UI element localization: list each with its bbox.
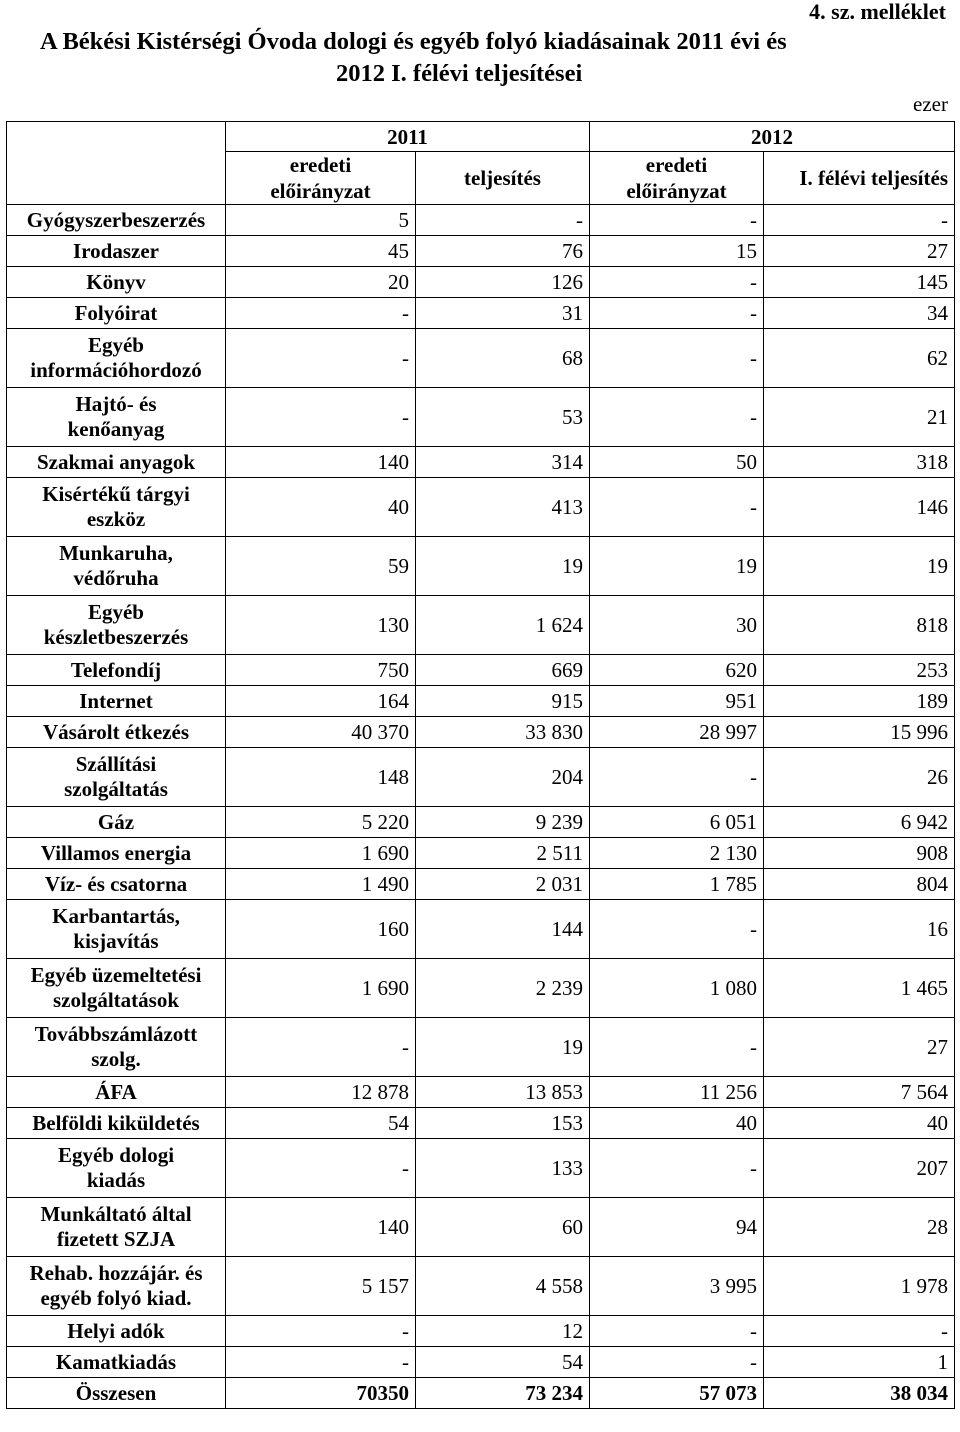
cell-value-v3: 1 080 [590,959,764,1018]
row-label-line: kisjavítás [73,929,159,953]
row-label-line: Továbbszámlázott [34,1022,198,1046]
cell-value-v1: 140 [226,447,416,478]
row-label: Belföldi kiküldetés [7,1108,226,1139]
row-label-line: Szállítási [75,752,157,776]
cell-value-v4: - [764,1316,955,1347]
header-eloiranyzat-label: előirányzat [626,179,727,203]
cell-value-v2: - [416,205,590,236]
cell-value-v3: 28 997 [590,717,764,748]
cell-value-v4: 1 465 [764,959,955,1018]
row-label-line: Karbantartás, [52,904,180,928]
row-label-line: Hajtó- és [75,392,157,416]
cell-value-v2: 1 624 [416,596,590,655]
cell-value-v3: 6 051 [590,807,764,838]
row-label: Villamos energia [7,838,226,869]
cell-value-v4: 253 [764,655,955,686]
table-row [7,447,955,478]
table-row [7,807,955,838]
table-row [7,205,955,236]
row-label-line: kenőanyag [67,417,165,441]
cell-value-v4: 1 978 [764,1257,955,1316]
cell-value-v3: - [590,388,764,447]
row-label: Vásárolt étkezés [7,717,226,748]
total-value-v2: 73 234 [416,1378,590,1409]
cell-value-v1: - [226,298,416,329]
cell-value-v1: 40 [226,478,416,537]
table-row [7,1108,955,1139]
table-row [7,959,955,1018]
row-label-line: eszköz [86,507,146,531]
cell-value-v1: - [226,329,416,388]
cell-value-v3: - [590,478,764,537]
title-line-2: 2012 I. félévi teljesítései [336,60,583,87]
title-line-1: A Békési Kistérségi Óvoda dologi és egyéb folyó kiadásainak 2011 évi és [40,28,787,55]
row-label-line: védőruha [73,566,159,590]
table-row [7,1018,955,1077]
header-half-year-performance-2012: I. félévi teljesítés [764,152,955,205]
row-label [7,537,226,596]
cell-value-v4: 1 [764,1347,955,1378]
cell-value-v1: - [226,1018,416,1077]
header-eredeti-label: eredeti [289,153,352,177]
row-label-line: Kisértékű tárgyi [42,482,190,506]
table-body [7,205,955,1409]
table-row [7,1198,955,1257]
cell-value-v4: 27 [764,236,955,267]
table-row [7,537,955,596]
row-label: Telefondíj [7,655,226,686]
cell-value-v4: 145 [764,267,955,298]
cell-value-v2: 54 [416,1347,590,1378]
cell-value-v4: 34 [764,298,955,329]
cell-value-v3: 3 995 [590,1257,764,1316]
cell-value-v2: 4 558 [416,1257,590,1316]
row-label [7,1139,226,1198]
table-row [7,1257,955,1316]
table-row [7,388,955,447]
cell-value-v4: 21 [764,388,955,447]
row-label-line: készletbeszerzés [43,625,189,649]
cell-value-v4: 189 [764,686,955,717]
table-row [7,1139,955,1198]
table-row [7,267,955,298]
cell-value-v2: 314 [416,447,590,478]
cell-value-v1: 130 [226,596,416,655]
cell-value-v1: 20 [226,267,416,298]
annex-label: 4. sz. melléklet [809,0,946,24]
row-label-line: fizetett SZJA [56,1227,176,1251]
cell-value-v4: 908 [764,838,955,869]
cell-value-v3: - [590,329,764,388]
row-label [7,748,226,807]
cell-value-v3: - [590,900,764,959]
cell-value-v1: 148 [226,748,416,807]
cell-value-v3: 1 785 [590,869,764,900]
row-label-line: kiadás [86,1168,146,1192]
table-row [7,686,955,717]
table-row [7,748,955,807]
cell-value-v2: 2 031 [416,869,590,900]
table-row [7,1316,955,1347]
table-row [7,596,955,655]
row-label-line: információhordozó [30,358,202,382]
cell-value-v3: - [590,1316,764,1347]
cell-value-v4: 15 996 [764,717,955,748]
cell-value-v1: 59 [226,537,416,596]
total-row [7,1378,955,1409]
row-label-line: Egyéb [87,333,144,357]
total-value-v3: 57 073 [590,1378,764,1409]
cell-value-v1: - [226,1316,416,1347]
cell-value-v2: 31 [416,298,590,329]
header-performance-2011: teljesítés [416,152,590,205]
header-year-2012: 2012 [590,122,955,152]
row-label [7,900,226,959]
cell-value-v2: 2 511 [416,838,590,869]
cell-value-v4: 16 [764,900,955,959]
cell-value-v3: - [590,1018,764,1077]
cell-value-v1: - [226,1139,416,1198]
row-label: ÁFA [7,1077,226,1108]
table-row [7,298,955,329]
row-label: Víz- és csatorna [7,869,226,900]
cell-value-v2: 9 239 [416,807,590,838]
table-row [7,1077,955,1108]
cell-value-v3: 50 [590,447,764,478]
row-label [7,329,226,388]
cell-value-v2: 144 [416,900,590,959]
table-row [7,900,955,959]
row-label-line: Egyéb üzemeltetési [30,963,202,987]
cell-value-v3: - [590,298,764,329]
cell-value-v4: - [764,205,955,236]
cell-value-v4: 28 [764,1198,955,1257]
cell-value-v1: 5 220 [226,807,416,838]
row-label-line: Egyéb [87,600,144,624]
row-label: Helyi adók [7,1316,226,1347]
row-label [7,596,226,655]
cell-value-v4: 7 564 [764,1077,955,1108]
cell-value-v3: 40 [590,1108,764,1139]
row-label: Folyóirat [7,298,226,329]
cell-value-v4: 40 [764,1108,955,1139]
row-label-line: Munkáltató által [40,1202,192,1226]
cell-value-v3: 19 [590,537,764,596]
header-original-estimate-2012 [590,152,764,205]
table-row [7,329,955,388]
table-row [7,838,955,869]
row-label-line: szolgáltatások [53,988,179,1012]
cell-value-v3: 94 [590,1198,764,1257]
table-row [7,1347,955,1378]
cell-value-v2: 13 853 [416,1077,590,1108]
cell-value-v3: 620 [590,655,764,686]
table-row [7,478,955,537]
cell-value-v1: 1 690 [226,959,416,1018]
cell-value-v4: 818 [764,596,955,655]
total-label: Összesen [7,1378,226,1409]
cell-value-v2: 153 [416,1108,590,1139]
row-label-line: Rehab. hozzájár. és [29,1261,203,1285]
cell-value-v1: 164 [226,686,416,717]
cell-value-v3: - [590,1347,764,1378]
cell-value-v3: - [590,1139,764,1198]
cell-value-v2: 126 [416,267,590,298]
row-label [7,1257,226,1316]
row-label: Gáz [7,807,226,838]
cell-value-v2: 669 [416,655,590,686]
cell-value-v2: 33 830 [416,717,590,748]
cell-value-v3: - [590,205,764,236]
cell-value-v3: 2 130 [590,838,764,869]
cell-value-v2: 2 239 [416,959,590,1018]
table-header [7,122,955,205]
cell-value-v1: 5 [226,205,416,236]
header-year-2011: 2011 [226,122,590,152]
row-label: Szakmai anyagok [7,447,226,478]
cell-value-v2: 68 [416,329,590,388]
header-eredeti-label: eredeti [645,153,708,177]
cell-value-v3: 30 [590,596,764,655]
cell-value-v3: 11 256 [590,1077,764,1108]
header-eloiranyzat-label: előirányzat [270,179,371,203]
cell-value-v4: 207 [764,1139,955,1198]
cell-value-v2: 19 [416,1018,590,1077]
cell-value-v4: 62 [764,329,955,388]
cell-value-v2: 60 [416,1198,590,1257]
cell-value-v2: 76 [416,236,590,267]
row-label: Irodaszer [7,236,226,267]
cell-value-v3: 15 [590,236,764,267]
cell-value-v2: 915 [416,686,590,717]
cell-value-v1: 54 [226,1108,416,1139]
cell-value-v1: 750 [226,655,416,686]
row-label: Kamatkiadás [7,1347,226,1378]
row-label [7,959,226,1018]
cell-value-v4: 318 [764,447,955,478]
cell-value-v3: 951 [590,686,764,717]
table-row [7,717,955,748]
row-label: Könyv [7,267,226,298]
cell-value-v3: - [590,267,764,298]
cell-value-v3: - [590,748,764,807]
cell-value-v4: 804 [764,869,955,900]
row-label-line: szolg. [91,1047,141,1071]
row-label-line: szolgáltatás [64,777,168,801]
cell-value-v4: 146 [764,478,955,537]
expenditure-table [6,121,955,1409]
header-original-estimate-2011 [226,152,416,205]
cell-value-v2: 12 [416,1316,590,1347]
cell-value-v4: 26 [764,748,955,807]
row-label-line: Egyéb dologi [57,1143,175,1167]
row-label [7,1018,226,1077]
unit-label: ezer [913,92,948,116]
cell-value-v1: 1 490 [226,869,416,900]
row-label-line: Munkaruha, [59,541,173,565]
cell-value-v2: 413 [416,478,590,537]
cell-value-v1: 40 370 [226,717,416,748]
cell-value-v4: 6 942 [764,807,955,838]
total-value-v4: 38 034 [764,1378,955,1409]
cell-value-v4: 27 [764,1018,955,1077]
cell-value-v1: 5 157 [226,1257,416,1316]
header-blank [7,122,226,205]
row-label [7,388,226,447]
cell-value-v2: 133 [416,1139,590,1198]
table-row [7,869,955,900]
cell-value-v1: 45 [226,236,416,267]
total-value-v1: 70350 [226,1378,416,1409]
cell-value-v2: 204 [416,748,590,807]
page-title [40,26,920,90]
cell-value-v2: 19 [416,537,590,596]
row-label [7,1198,226,1257]
row-label: Gyógyszerbeszerzés [7,205,226,236]
row-label-line: egyéb folyó kiad. [40,1286,192,1310]
cell-value-v1: 140 [226,1198,416,1257]
cell-value-v1: 160 [226,900,416,959]
row-label: Internet [7,686,226,717]
cell-value-v2: 53 [416,388,590,447]
table-row [7,655,955,686]
cell-value-v1: 12 878 [226,1077,416,1108]
table-row [7,236,955,267]
cell-value-v1: - [226,1347,416,1378]
cell-value-v1: 1 690 [226,838,416,869]
row-label [7,478,226,537]
cell-value-v4: 19 [764,537,955,596]
cell-value-v1: - [226,388,416,447]
